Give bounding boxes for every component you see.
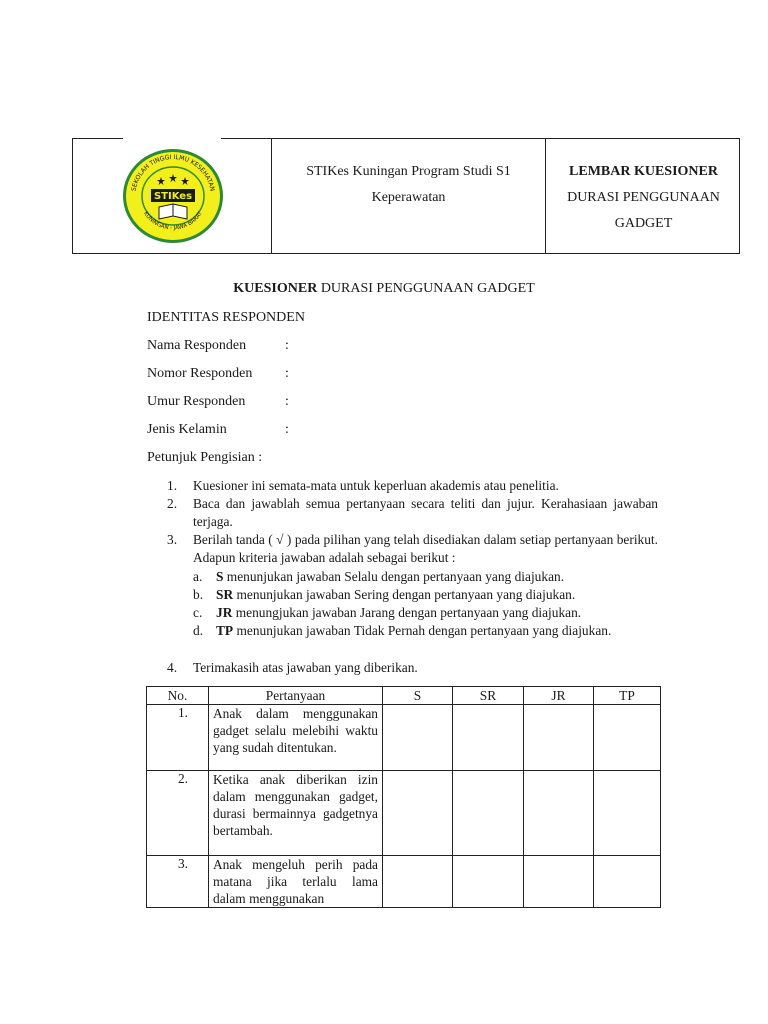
institution-line1: STIKes Kuningan Program Studi S1 <box>306 164 511 179</box>
row-number: 2. <box>147 771 209 856</box>
questionnaire-table <box>146 686 661 908</box>
answer-cell-jr[interactable] <box>524 856 594 908</box>
answer-cell-sr[interactable] <box>453 705 524 771</box>
answer-cell-jr[interactable] <box>524 705 594 771</box>
table-row <box>147 771 661 856</box>
answer-cell-sr[interactable] <box>453 771 524 856</box>
col-header-no: No. <box>147 687 209 705</box>
col-header-s: S <box>383 687 453 705</box>
col-header-jr: JR <box>524 687 594 705</box>
svg-text:STIKes: STIKes <box>153 191 193 202</box>
answer-cell-s[interactable] <box>383 856 453 908</box>
institution-line2: Keperawatan <box>371 190 446 205</box>
col-header-sr: SR <box>453 687 524 705</box>
field-label-nama: Nama Responden <box>147 338 247 353</box>
col-header-tp: TP <box>594 687 661 705</box>
institution-cell <box>272 159 545 211</box>
field-colon: : <box>285 394 289 409</box>
identity-heading: IDENTITAS RESPONDEN <box>147 310 305 325</box>
question-text: Anak mengeluh perih pada matana jika terlalu lama dalam menggunakan <box>209 856 383 908</box>
field-label-umur: Umur Responden <box>147 394 246 409</box>
question-text: Ketika anak diberikan izin dalam menggunakan gadget, durasi bermainnya gadgetnya bertambah. <box>209 771 383 856</box>
table-row <box>147 705 661 771</box>
doc-title-cell <box>546 159 741 237</box>
document-header <box>72 138 740 254</box>
svg-text:SEKOLAH TINGGI ILMU KESEHATAN: SEKOLAH TINGGI ILMU KESEHATAN <box>130 153 216 192</box>
instructions-list: 1. Kuesioner ini semata-mata untuk keperluan akademis atau penelitia. 2. Baca dan jawablah semua pertanyaan secara teliti dan jujur. Kerahasiaan jawaban terjaga. 3. Berilah tanda ( √ ) pada pilihan yang telah disediakan dalam setiap pertanyaan berikut. Adapun kriteria jawaban adalah sebagai berikut : a. S menunjukan jawaban Selalu dengan pertanyaan yang diajukan. b. SR menunjukan jawaban Sering dengan pertanyaan yang diajukan. c. JR menungjukan jawaban Jarang dengan pertanyaan yang diajukan. d. TP menunjukan jawaban Tidak Pernah dengan pertanyaan yang diajukan. 4. Terimakasih atas jawaban yang diberikan. <box>167 478 658 675</box>
col-header-pertanyaan: Pertanyaan <box>209 687 383 705</box>
answer-cell-tp[interactable] <box>594 856 661 908</box>
field-colon: : <box>285 422 289 437</box>
doc-title-line3: GADGET <box>614 216 673 231</box>
answer-cell-sr[interactable] <box>453 856 524 908</box>
answer-cell-s[interactable] <box>383 705 453 771</box>
field-colon: : <box>285 366 289 381</box>
answer-cell-jr[interactable] <box>524 771 594 856</box>
field-label-nomor: Nomor Responden <box>147 366 253 381</box>
page-title: KUESIONER DURASI PENGGUNAAN GADGET <box>233 281 535 296</box>
row-number: 1. <box>147 705 209 771</box>
row-number: 3. <box>147 856 209 908</box>
field-label-jenis-kelamin: Jenis Kelamin <box>147 422 227 437</box>
svg-text:KUNINGAN - JAWA BARAT: KUNINGAN - JAWA BARAT <box>142 210 204 232</box>
table-row <box>147 856 661 908</box>
answer-cell-tp[interactable] <box>594 705 661 771</box>
question-text: Anak dalam menggunakan gadget selalu melebihi waktu yang sudah ditentukan. <box>209 705 383 771</box>
field-colon: : <box>285 338 289 353</box>
stikes-logo-icon <box>121 147 225 245</box>
answer-cell-s[interactable] <box>383 771 453 856</box>
instructions-heading: Petunjuk Pengisian : <box>147 450 263 465</box>
doc-title-line2: DURASI PENGGUNAAN <box>567 190 720 205</box>
answer-cell-tp[interactable] <box>594 771 661 856</box>
table-header-row <box>147 687 661 705</box>
doc-title-bold: LEMBAR KUESIONER <box>569 164 718 179</box>
